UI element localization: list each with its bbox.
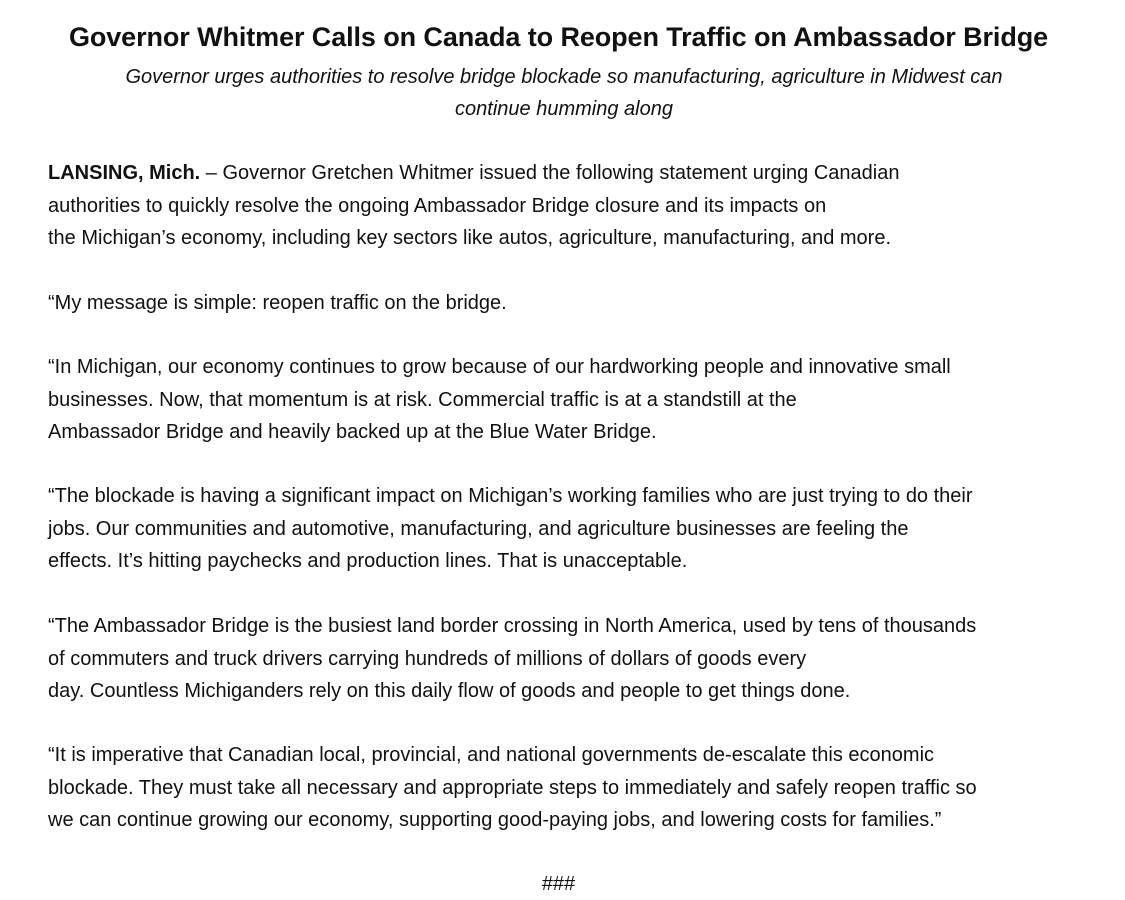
paragraph-line [48,157,1108,190]
subheadline-line: continue humming along [455,98,673,120]
headline: Governor Whitmer Calls on Canada to Reopen Traffic on Ambassador Bridge [68,22,1049,52]
quote-paragraph [48,610,1108,708]
paragraph-line: businesses. Now, that momentum is at risk. Commercial traffic is at a standstill at the [48,388,797,411]
paragraph-line: jobs. Our communities and automotive, manufacturing, and agriculture businesses are feeling the [48,517,909,540]
subheadline [0,61,1125,125]
paragraph-line: blockade. They must take all necessary and appropriate steps to immediately and safely reopen traffic so [48,776,977,799]
quote-paragraph [48,739,1108,837]
paragraph-line: day. Countless Michiganders rely on this daily flow of goods and people to get things done. [48,680,851,702]
paragraph-line: Ambassador Bridge and heavily backed up at the Blue Water Bridge. [48,421,657,443]
intro-text: – Governor Gretchen Whitmer issued the following statement urging Canadian [200,162,900,184]
end-mark: ### [541,873,576,895]
quote-paragraph [48,351,1108,449]
paragraph-line: the Michigan’s economy, including key sectors like autos, agriculture, manufacturing, and more. [48,227,892,249]
paragraph-line: “My message is simple: reopen traffic on the bridge. [48,292,507,314]
quote-paragraph [48,287,1108,320]
paragraph-line: authorities to quickly resolve the ongoing Ambassador Bridge closure and its impacts on [48,194,827,217]
paragraph-line: “It is imperative that Canadian local, provincial, and national governments de-escalate this economic [48,744,935,766]
quote-paragraph [48,480,1108,578]
paragraph-line: of commuters and truck drivers carrying hundreds of millions of dollars of goods every [48,647,807,670]
intro-paragraph [48,157,1108,255]
dateline: LANSING, Mich. [48,162,201,184]
subheadline-line: Governor urges authorities to resolve bridge blockade so manufacturing, agriculture in Midwest can [125,66,1003,88]
paragraph-line: effects. It’s hitting paychecks and production lines. That is unacceptable. [48,550,688,572]
paragraph-line: we can continue growing our economy, supporting good-paying jobs, and lowering costs for families.” [48,809,942,831]
paragraph-line: “In Michigan, our economy continues to grow because of our hardworking people and innovative small [48,356,951,378]
paragraph-line: “The Ambassador Bridge is the busiest land border crossing in North America, used by tens of thousands [48,615,977,637]
paragraph-line: “The blockade is having a significant impact on Michigan’s working families who are just trying to do their [48,485,973,507]
